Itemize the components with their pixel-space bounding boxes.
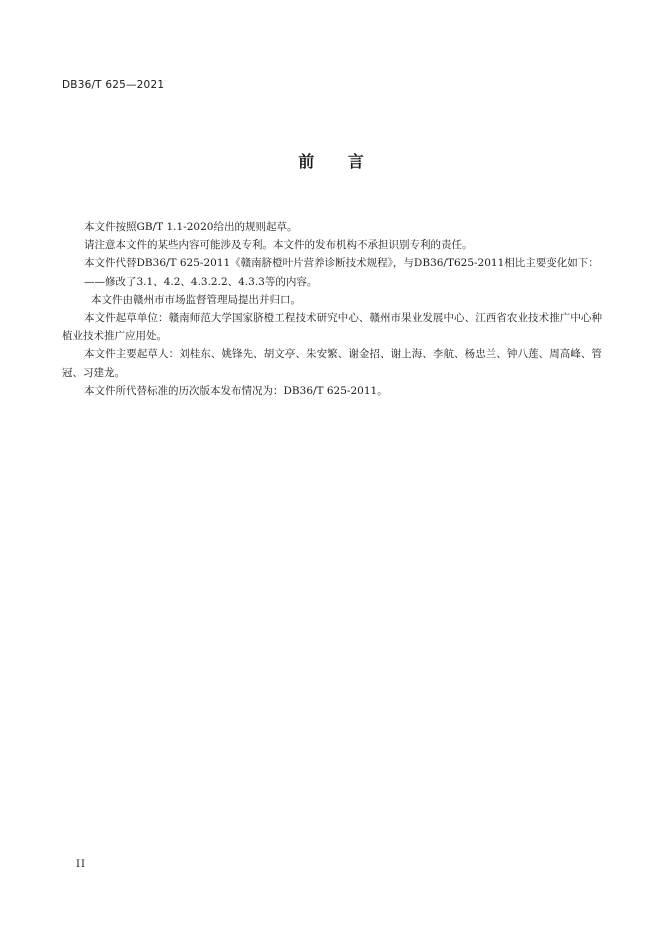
paragraph-drafting-rules: 本文件按照GB/T 1.1-2020给出的规则起草。 — [84, 221, 298, 233]
paragraph-replacement: 本文件代替DB36/T 625-2011《赣南脐橙叶片营养诊断技术规程》，与DB36/T625-2011相比主要变化如下： — [84, 257, 599, 270]
paragraph-proposer: 本文件由赣州市市场监督管理局提出并归口。 — [91, 293, 301, 306]
foreword-body — [62, 218, 602, 400]
paragraph-version-history: 本文件所代替标准的历次版本发布情况为：DB36/T 625-2011。 — [84, 384, 388, 397]
page-number: II — [76, 859, 86, 870]
paragraph-drafting-units: 本文件起草单位：赣南师范大学国家脐橙工程技术研究中心、赣州市果业发展中心、江西省农业技术推广中心种植业技术推广应用处。 — [62, 312, 602, 343]
paragraph-change-item: ——修改了3.1、4.2、4.3.2.2、4.3.3等的内容。 — [84, 275, 318, 288]
page-title: 前 言 — [298, 152, 378, 171]
paragraph-drafters: 本文件主要起草人：刘桂东、姚锋先、胡文亭、朱安繁、谢金招、谢上海、李航、杨忠兰、钟八莲、周高峰、管冠、习建龙。 — [62, 348, 602, 379]
paragraph-patent-notice: 请注意本文件的某些内容可能涉及专利。本文件的发布机构不承担识别专利的责任。 — [84, 239, 473, 252]
document-code: DB36/T 625—2021 — [62, 79, 165, 91]
